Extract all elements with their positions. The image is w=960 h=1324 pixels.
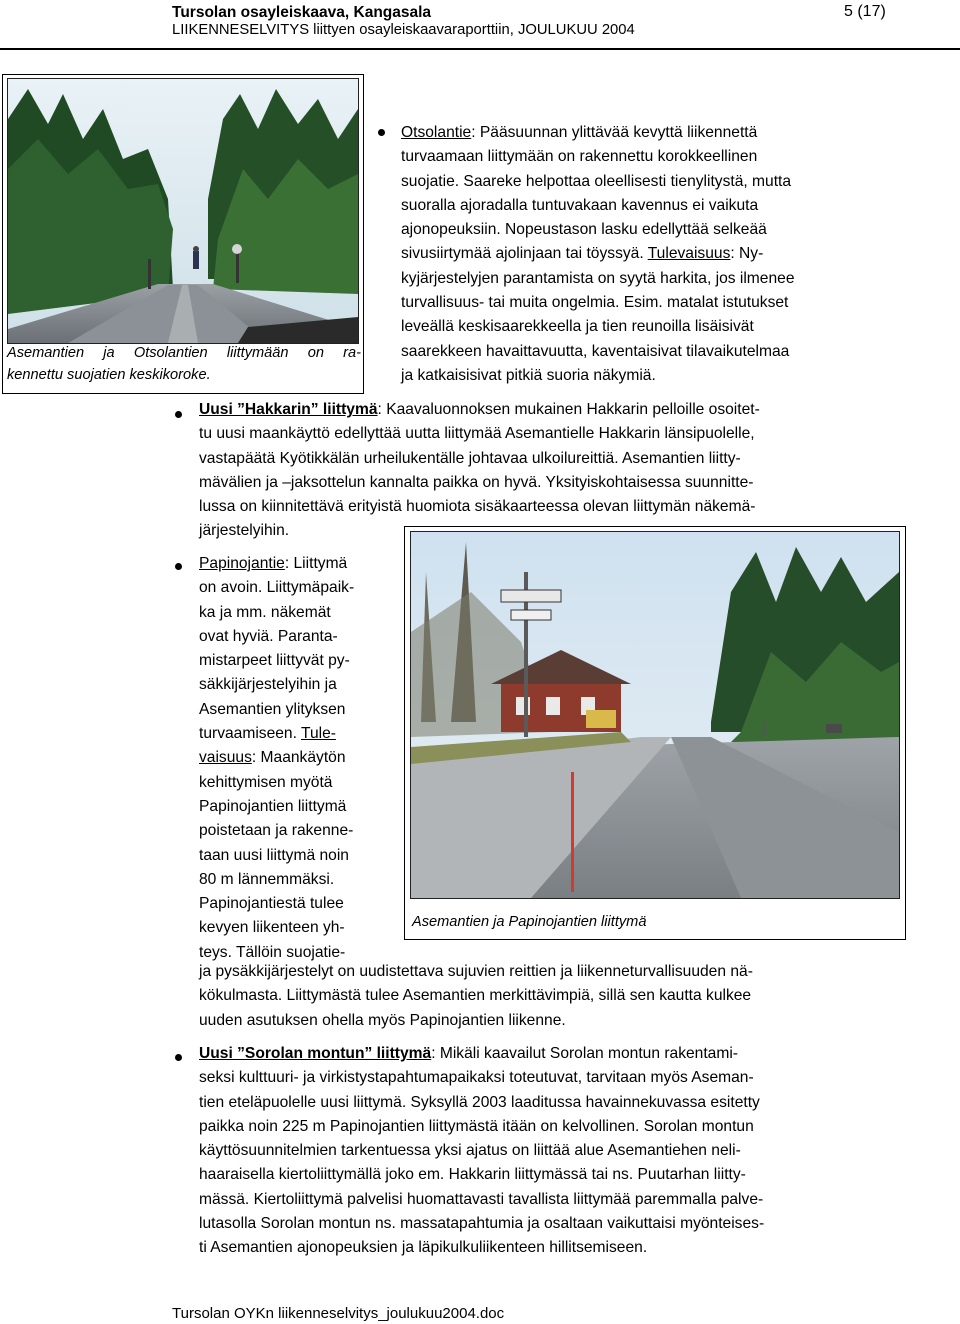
photo-intersection-image	[411, 532, 899, 898]
hakkari-line: järjestelyihin.	[199, 522, 290, 540]
page-number: 5 (17)	[844, 3, 886, 20]
photo-figure-1	[2, 74, 364, 394]
header-rule	[0, 48, 960, 50]
bullet-sorola	[175, 1054, 182, 1061]
papinojantie-line: on avoin. Liittymäpaik-	[199, 579, 355, 597]
photo-caption-2: Asemantien ja Papinojantien liittymä	[412, 914, 647, 930]
papinojantie-wide-line: uuden asutuksen ohella myös Papinojantien liikenne.	[199, 1011, 566, 1029]
papinojantie-line: ovat hyviä. Paranta-	[199, 627, 338, 645]
sorola-line: tien eteläpuolelle uusi liittymä. Syksyllä 2003 laaditussa havainnekuvassa esitetty	[199, 1093, 760, 1111]
papinojantie-line: mistarpeet liittyvät py-	[199, 652, 350, 670]
papinojantie-line: kevyen liikenteen yh-	[199, 919, 345, 937]
bullet-otsolantie	[378, 129, 385, 136]
papinojantie-line: säkkijärjestelyihin ja	[199, 676, 337, 694]
hakkari-line: vastapäätä Kyötikkälän urheilukentälle johtavaa ulkoilureittiä. Asemantien liitty-	[199, 449, 741, 467]
sorola-line	[199, 1042, 889, 1066]
papinojantie-label: Papinojantie	[199, 555, 285, 572]
section-papinojantie-continued	[199, 960, 879, 1033]
otsolantie-line-text: : Ny-	[730, 245, 764, 263]
document-subtitle: LIIKENNESELVITYS liittyen osayleiskaavaraporttiin, JOULUKUU 2004	[172, 22, 635, 38]
papinojantie-line	[199, 722, 399, 746]
papinojantie-line-text: : Liittymä	[284, 555, 348, 572]
sorola-line: mässä. Kiertoliittymä palvelisi huomattavasti tavallista liittymää paremmalla palve-	[199, 1190, 764, 1208]
photo-caption-1	[7, 342, 361, 386]
papinojantie-line: poistetaan ja rakenne-	[199, 822, 354, 840]
papinojantie-line-text: turvaamiseen.	[199, 725, 301, 743]
otsolantie-line: turvaamaan liittymään on rakennettu korokkeellinen	[401, 148, 758, 166]
document-title: Tursolan osayleiskaava, Kangasala	[172, 4, 432, 21]
photo-caption-1-line1: Asemantien ja Otsolantien liittymään on ra-	[7, 345, 361, 361]
otsolantie-line: leveällä keskisaarekkeella ja tien reunoilla lisäisivät	[401, 318, 754, 336]
otsolantie-line-text: : Pääsuunnan ylittävää kevyttä liikennettä	[471, 124, 758, 141]
otsolantie-line: ja katkaisisivat pitkiä suoria näkymiä.	[401, 366, 656, 384]
photo-caption-1-line2: kennettu suojatien keskikoroke.	[7, 367, 211, 383]
photo-road-crossing-island	[7, 78, 359, 344]
sorola-line: lutasolla Sorolan montun ns. massatapahtumia ja osaltaan vaikuttaisi myönteises-	[199, 1215, 765, 1233]
otsolantie-line: turvallisuus- tai muita ongelmia. Esim. matalat istutukset	[401, 294, 789, 312]
otsolantie-line: suoralla ajoradalla tuntuvakaan kavennus ei vaikuta	[401, 196, 759, 214]
hakkari-line: lussa on kiinnitettävä erityistä huomiota sisäkaarteessa olevan liittymän näkemä-	[199, 498, 756, 516]
section-sorola	[199, 1042, 889, 1261]
papinojantie-line: ka ja mm. näkemät	[199, 603, 331, 621]
otsolantie-line: ajonopeuksiin. Nopeustason lasku edellyttää selkeää	[401, 221, 767, 239]
sorola-line: seksi kulttuuri- ja virkistystapahtumapaikaksi toteutuvat, tarvitaan myös Aseman-	[199, 1069, 754, 1087]
papinojantie-line	[199, 552, 399, 576]
papinojantie-line: Papinojantien liittymä	[199, 797, 347, 815]
sorola-line: haaraisella kiertoliittymällä joko em. Hakkarin liittymässä tai ns. Puutarhan liitty-	[199, 1166, 746, 1184]
papinojantie-line: Papinojantiestä tulee	[199, 895, 344, 913]
otsolantie-label: Otsolantie	[401, 124, 472, 141]
hakkari-line: mävälien ja –jaksottelun kannalta paikka on hyvä. Yksityiskohtaisessa suunnitte-	[199, 473, 754, 491]
papinojantie-line: 80 m lännemmäksi.	[199, 870, 335, 888]
papinojantie-line: taan uusi liittymä noin	[199, 846, 349, 864]
hakkari-label: Uusi ”Hakkarin” liittymä	[199, 401, 378, 418]
papinojantie-wide-line: ja pysäkkijärjestelyt on uudistettava sujuvien reittien ja liikenneturvallisuuden nä-	[199, 963, 753, 980]
bullet-papinojantie	[175, 563, 182, 570]
sorola-line: paikka noin 225 m Papinojantien liittymästä itään on kelvollinen. Sorolan montun	[199, 1117, 754, 1135]
papinojantie-line: Asemantien ylityksen	[199, 700, 346, 718]
section-otsolantie	[401, 121, 921, 388]
otsolantie-line: suojatie. Saareke helpottaa oleellisesti tienylitystä, mutta	[401, 172, 792, 190]
otsolantie-line	[401, 242, 921, 266]
hakkari-line: tu uusi maankäyttö edellyttää uutta liittymää Asemantielle Hakkarin länsipuolelle,	[199, 425, 755, 443]
otsolantie-line	[401, 121, 921, 145]
sorola-line: ti Asemantien ajonopeuksien ja läpikulkuliikenteen hillitsemiseen.	[199, 1239, 648, 1257]
otsolantie-future-label: Tulevaisuus	[647, 245, 731, 263]
papinojantie-wide-line: kökulmasta. Liittymästä tulee Asemantien merkittävimpiä, sillä sen kautta kulkee	[199, 987, 752, 1005]
papinojantie-future-label-part2: vaisuus	[199, 749, 252, 767]
hakkari-line-text: : Kaavaluonnoksen mukainen Hakkarin pelloille osoitet-	[377, 401, 760, 418]
sorola-line-text: : Mikäli kaavailut Sorolan montun rakentami-	[431, 1045, 738, 1062]
section-hakkari	[199, 398, 879, 544]
photo-road-crossing-image	[8, 79, 358, 343]
papinojantie-line	[199, 746, 399, 770]
papinojantie-line-text: : Maankäytön	[251, 749, 346, 767]
papinojantie-future-label-part1: Tule-	[301, 725, 336, 743]
hakkari-line	[199, 398, 879, 422]
otsolantie-line: saarekkeen havaittavuutta, kaventaisivat tilavaikutelmaa	[401, 342, 790, 360]
otsolantie-line-text: sivusiirtymää ajolinjaan tai töyssyä.	[401, 245, 648, 263]
bullet-hakkari	[175, 411, 182, 418]
footer-filename: Tursolan OYKn liikenneselvitys_joulukuu2004.doc	[172, 1305, 505, 1322]
sorola-line: käyttösuunnitelmien tarkentuessa yksi ajatus on liittää alue Asemantiehen neli-	[199, 1142, 741, 1160]
otsolantie-line: kyjärjestelyjen parantamista on syytä harkita, jos ilmenee	[401, 269, 795, 287]
papinojantie-line: teys. Tällöin suojatie-	[199, 943, 346, 961]
sorola-label: Uusi ”Sorolan montun” liittymä	[199, 1045, 432, 1062]
photo-figure-2	[404, 526, 906, 940]
photo-intersection	[410, 531, 900, 899]
papinojantie-line: kehittymisen myötä	[199, 773, 333, 791]
section-papinojantie	[199, 552, 399, 965]
